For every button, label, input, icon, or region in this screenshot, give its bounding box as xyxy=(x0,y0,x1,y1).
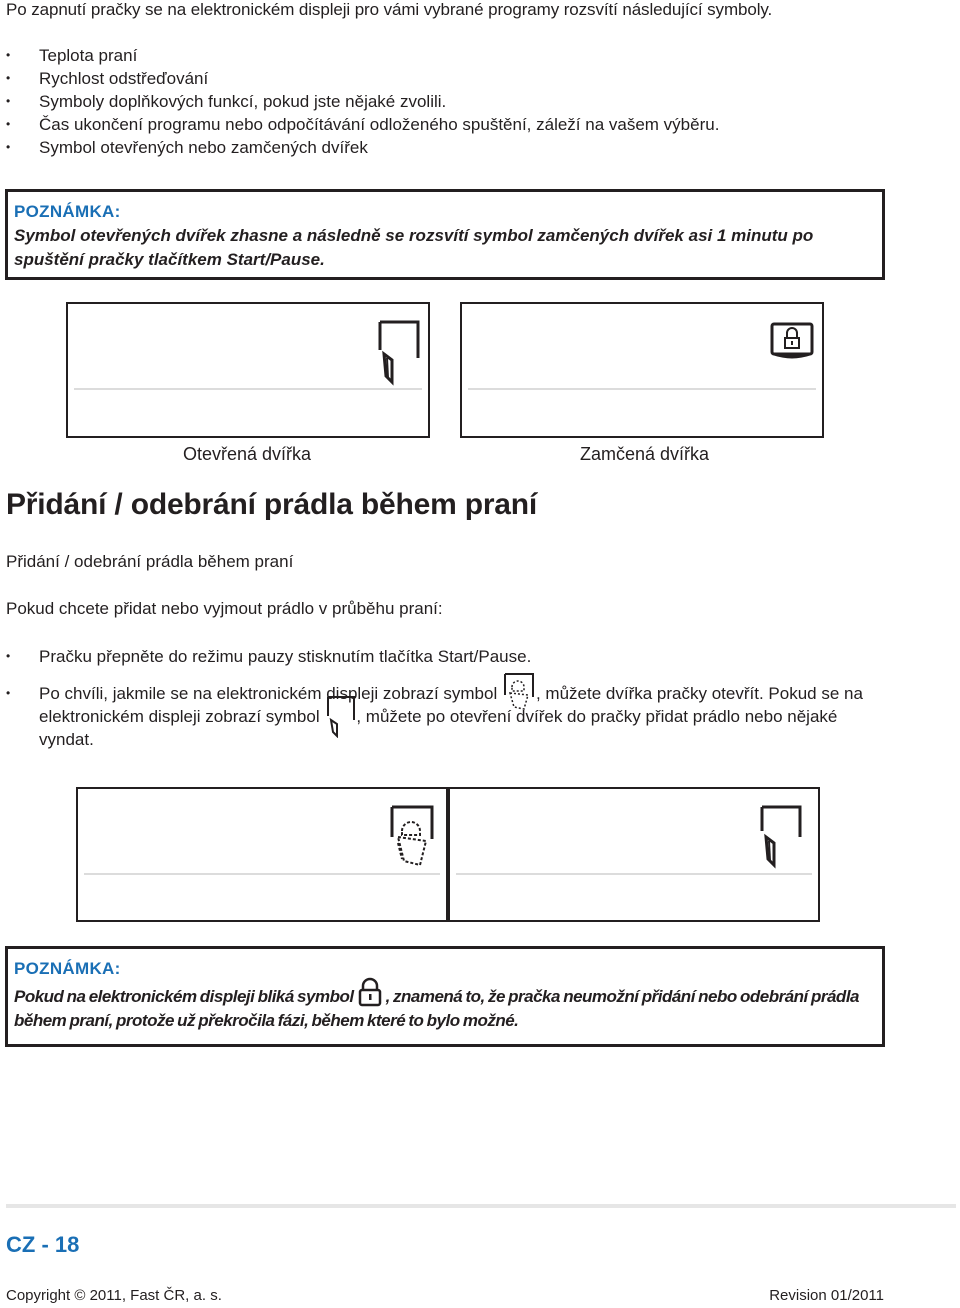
symbols-list xyxy=(6,44,719,159)
page-number: CZ - 18 xyxy=(6,1232,80,1257)
note-box-1 xyxy=(5,189,885,280)
copyright-text: Copyright © 2011, Fast ČR, a. s. xyxy=(6,1287,222,1304)
door-open-icon xyxy=(324,694,356,738)
note-text: Symbol otevřených dvířek zhasne a následně se rozsvítí symbol zamčených dvířek asi 1 minutu po spuštění pračky tlačítkem Start/Pause. xyxy=(14,226,814,269)
list-item: • Pračku přepněte do režimu pauzy stisknutím tlačítka Start/Pause. xyxy=(6,645,896,668)
list-item: • Symbol otevřených nebo zamčených dvířek xyxy=(6,136,719,159)
caption-locked-door: Zamčená dvířka xyxy=(580,444,710,464)
display-panel-open xyxy=(66,302,430,438)
steps-list xyxy=(6,645,896,751)
list-item: • Po chvíli, jakmile se na elektronickém displeji zobrazí symbol , můžete dvířka pračky otevřít. Pokud se na elektronickém displeji zobrazí symbol , můžete po otevření dvířek do pračky přidat prádlo nebo nějaké vyndat. xyxy=(6,682,896,751)
display-panel-unlocking xyxy=(76,787,448,922)
display-panel-locked xyxy=(460,302,824,438)
revision-text: Revision 01/2011 xyxy=(769,1287,884,1304)
door-unlocking-icon xyxy=(502,671,536,711)
note-box-2 xyxy=(5,946,885,1047)
lock-icon xyxy=(354,976,386,1008)
list-item: • Symboly doplňkových funkcí, pokud jste nějaké zvolili. xyxy=(6,90,719,113)
door-open-icon xyxy=(372,318,422,388)
section-lead: Pokud chcete přidat nebo vyjmout prádlo v průběhu praní: xyxy=(6,599,443,618)
section-heading: Přidání / odebrání prádla během praní xyxy=(6,488,538,521)
list-item: • Teplota praní xyxy=(6,44,719,67)
display-panel-open-2 xyxy=(448,787,820,922)
section-subtitle: Přidání / odebrání prádla během praní xyxy=(6,552,294,571)
note-text: Pokud na elektronickém displeji bliká symbol , znamená to, že pračka neumožní přidání nebo odebrání prádla během praní, protože už překročila fázi, během které to bylo možné. xyxy=(14,985,874,1033)
intro-text: Po zapnutí pračky se na elektronickém displeji pro vámi vybrané programy rozsvítí následující symboly. xyxy=(6,0,773,19)
list-item: • Čas ukončení programu nebo odpočítávání odloženého spuštění, záleží na vašem výběru. xyxy=(6,113,719,136)
door-open-icon xyxy=(756,803,806,873)
door-locked-icon xyxy=(768,320,818,364)
note-label: POZNÁMKA: xyxy=(14,959,121,978)
footer-divider xyxy=(6,1204,956,1208)
door-unlocking-icon xyxy=(386,803,442,873)
caption-open-door: Otevřená dvířka xyxy=(183,444,312,464)
note-label: POZNÁMKA: xyxy=(14,202,121,221)
list-item: • Rychlost odstřeďování xyxy=(6,67,719,90)
